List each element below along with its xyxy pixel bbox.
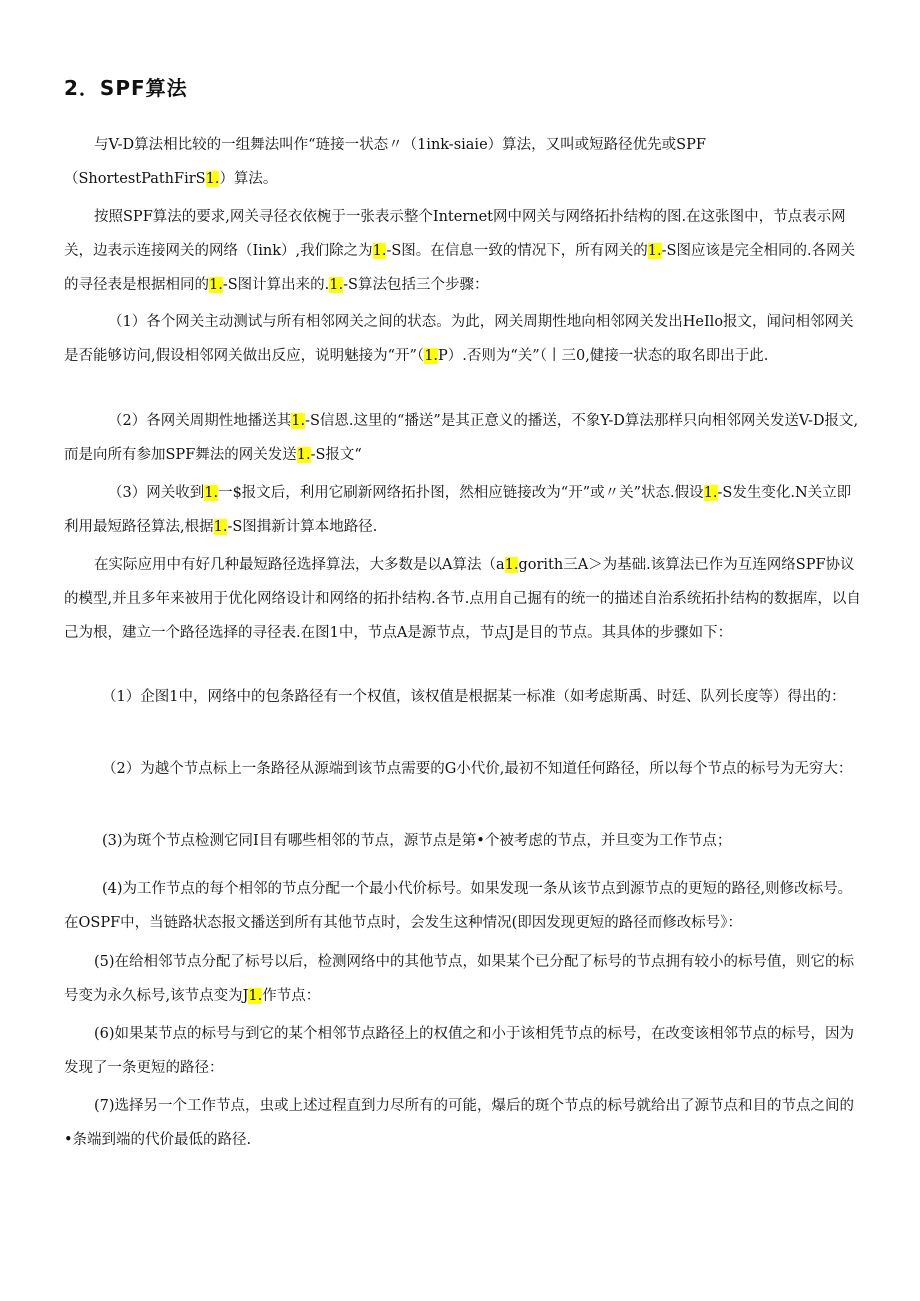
paragraph-algo-step-7: (7)选择另一个工作节点，虫或上述过程直到力尽所有的可能，爆后的斑个节点的标号就给出了源节点和目的节点之间的•条端到端的代价最低的路径. [64,1098,855,1148]
highlighted-text: 1. [248,988,263,1004]
highlighted-text: 1. [205,171,220,187]
paragraph-spf-requirements: 按照SPF算法的要求,网关寻径衣依椀于一张表示整个Internet网中网关与网络拓扑结构的图.在这张图中，节点表示网关，边表示连接网关的网络（Iink）,我们除之为1.-S图。在信息一致的情况下，所有网关的1.-S图应该是完全相同的.各网关的寻径表是根据相同的1.-S图计算出来的.1.-S算法包括三个步骤： [64,209,856,293]
highlighted-text: 1. [703,485,718,501]
paragraph-algo-step-6: (6)如果某节点的标号与到它的某个相邻节点路径上的权值之和小于该相凭节点的标号，在改变该相邻节点的标号，因为发现了一条更短的路径： [64,1026,855,1076]
paragraph-algo-step-2: （2）为越个节点标上一条路径从源端到该节点需要的G小代价,最初不知道任何路径，所以每个节点的标号为无穷大： [102,761,853,777]
paragraph-step-3: （3）网关收到1.一$报文后，利用它刷新网络拓扑图，然相应链接改为“开”或〃关”状态.假设1.-S发生变化.N关立即利用最短路径算法,根据1.-S图揖新计算本地路径. [64,485,852,535]
paragraph-algo-step-1: （1）企图1中，网络中的包条路径有一个权值，该权值是根据某一标准（如考虑斯禹、时廷、队列长度等）得出的： [102,689,846,705]
highlighted-text: 1. [213,519,228,535]
section-title: 2．SPF算法 [64,76,188,100]
paragraph-algo-step-5: (5)在给相邻节点分配了标号以后，检测网络中的其他节点，如果某个已分配了标号的节点拥有较小的标号值，则它的标号变为永久标号,该节点变为J1.作节点： [64,954,855,1004]
paragraph-step-1: （1）各个网关主动测试与所有相邻网关之间的状态。为此，网关周期性地向相邻网关发出HeIlo报文，闻问相邻网关是否能够访问,假设相邻网关做出反应，说明魅接为“开”（1.P）.否则为“关”（丨三0,健接一状态的取名即出于此. [64,314,854,364]
paragraph-algo-step-4: (4)为工作节点的每个相邻的节点分配一个最小代价标号。如果发现一条从该节点到源节点的更短的路径,则修改标号。在OSPF中，当链路状态报文播送到所有其他节点时，会发生这种情况(即因发现更短的路径而修改标号》： [64,881,853,931]
highlighted-text: 1. [209,277,223,293]
paragraph-practical-application: 在实际应用中有好几种最短路径选择算法，大多数是以A算法（a1.gorith三A＞为基础.该算法已作为互连网络SPF协议的模型,并且多年来被用于优化网络设计和网络的拓扑结构.各节.点用自己掘有的统一的描述自治系统拓扑结构的数据库，以自己为根，建立一个路径选择的寻径表.在图1中，节点A是源节点，节点J是目的节点。其具体的步骤如下： [64,557,861,641]
paragraph-step-2: （2）各网关周期性地播送其1.-S信恩.这里的“播送”是其正意义的播送，不象Y-D算法那样只向相邻网关发送V-D报文,而是向所有参加SPF舞法的网关发送1.-S报文“ [64,413,859,463]
highlighted-text: 1. [291,413,306,429]
highlighted-text: 1. [372,243,387,259]
highlighted-text: 1. [204,485,219,501]
paragraph-intro: 与V-D算法相比较的一组舞法叫作“琏接一状态〃（1ink-siaie）算法，又叫或短路径优先或SPF（ShortestPathFirS1.）算法。 [64,137,706,187]
highlighted-text: 1. [296,447,311,463]
paragraph-algo-step-3: (3)为斑个节点检测它同Ⅰ目有哪些相邻的节点，源节点是第•个被考虑的节点，并旦变为工作节点； [102,833,732,849]
highlighted-text: 1. [329,277,344,293]
highlighted-text: 1. [647,243,662,259]
highlighted-text: 1. [424,348,439,364]
highlighted-text: 1. [504,557,519,573]
